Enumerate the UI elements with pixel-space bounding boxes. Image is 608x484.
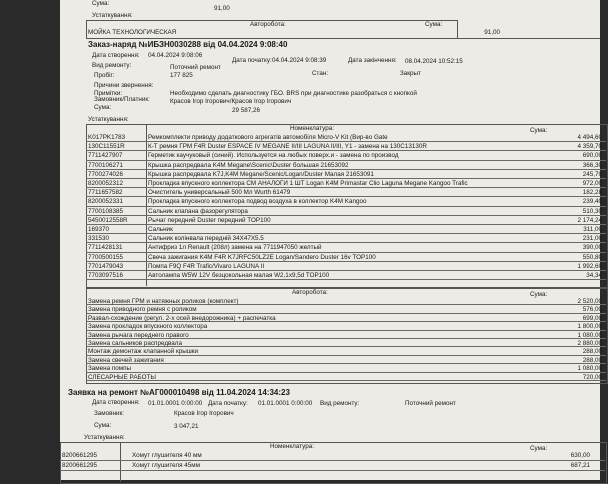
work-sum: 576,00	[582, 306, 602, 314]
order-customer-value: Красов Ігор Ігорович/Красов Ігор Ігорович	[170, 98, 292, 105]
part-code: 331530	[88, 235, 110, 243]
parts-row	[86, 243, 606, 252]
part-code: 130C11551R	[88, 143, 125, 151]
order-reason-label: Причини звернення:	[94, 82, 154, 89]
works-row	[86, 331, 606, 339]
part-name: Ремкомплекти приводу додаткового агрегатів автомобіля Micro-V Kit (Вир-во Gate	[148, 134, 388, 141]
request-sum-value: 3 047,21	[174, 423, 199, 430]
order-end-label: Дата закінчення:	[348, 57, 397, 64]
order-repair-value: Поточний ремонт	[170, 64, 221, 71]
works-row	[86, 322, 606, 330]
parts-row	[86, 197, 606, 206]
top-suma-label: Сума:	[92, 0, 110, 7]
part-name: Сальник колінвала передній 34X47X5.5	[148, 235, 264, 243]
work-sum: 1 080,00	[577, 331, 602, 339]
parts-row	[86, 262, 606, 271]
part-sum: 972,00	[582, 180, 602, 187]
request-col-name: Номенклатура:	[270, 443, 315, 450]
part-sum: 311,00	[583, 226, 602, 233]
works-row	[86, 347, 606, 355]
work-name: Замена помпы	[88, 365, 132, 373]
order-sum-value: 29 587,26	[232, 107, 261, 114]
request-customer-value: Красов Ігор Ігорович	[174, 410, 234, 417]
part-code: 8200052331	[88, 198, 124, 206]
document-page	[60, 0, 600, 480]
parts-section-label: Устаткування:	[88, 116, 129, 123]
top-wash-item: МОЙКА ТЕХНОЛОГИЧЕСКАЯ	[88, 29, 177, 36]
order-state-value: Закрыт	[400, 70, 421, 77]
part-name: Очиститель универсальный 500 Мл Wurth 61479	[148, 189, 291, 197]
order-created-value: 04.04.2024 9:08:06	[148, 52, 203, 59]
works-col-sum: Сума:	[530, 291, 548, 298]
request-sum: 687,21	[570, 462, 590, 469]
order-notes-label: Примітки:	[94, 90, 123, 97]
work-name: Замена свечей зажигания	[88, 356, 164, 364]
work-sum: 699,00	[582, 314, 602, 322]
part-code: 5450012558R	[88, 216, 128, 224]
parts-row	[86, 207, 606, 216]
order-mileage-value: 177 825	[170, 72, 193, 79]
works-row	[86, 339, 606, 347]
request-created-value: 01.01.0001 0:00:00	[148, 400, 203, 407]
part-sum: 4 359,70	[577, 143, 602, 151]
top-divider	[86, 38, 600, 39]
parts-row	[86, 234, 606, 243]
order-end-value: 08.04.2024 10:52:15	[405, 58, 463, 65]
parts-row	[86, 179, 606, 188]
part-code: 7700274026	[88, 170, 124, 178]
part-name: Свеча зажигания K4M F4R K7JRFC50LZ2E Logan/Sandero Duster 16v TOP100	[148, 253, 376, 261]
work-name: Монтаж демонтаж клапанной крышки	[88, 348, 199, 356]
request-repair-value: Поточний ремонт	[405, 400, 456, 407]
part-name: Крышка распредвала K4M Megane\Scenic\Duster большая 21653092	[148, 161, 349, 169]
parts-row	[86, 225, 606, 234]
part-name: Герметик каучуковый (синий). Используется на любых поверх.и - замена по производ	[148, 152, 399, 160]
request-row	[60, 451, 605, 461]
part-sum: 390,00	[582, 244, 602, 252]
parts-col-name: Номенклатура:	[290, 125, 335, 132]
part-name: К-Т ремня ГРМ F4R Duster ESPACE IV MEGANE II/III LAGUNA II/III, Y1 - замена на 130C13130R	[148, 143, 427, 151]
work-sum: 288,00	[582, 348, 602, 356]
work-name: СЛЕСАРНЫЕ РАБОТЫ	[88, 373, 156, 381]
request-section-label: Устаткування:	[84, 434, 125, 441]
works-row	[86, 364, 606, 372]
parts-col-sum: Сума:	[530, 127, 548, 134]
works-row	[86, 314, 606, 322]
part-name: Прокладка впускного коллектора подвод воздуха в коллектор K4M Kangoo	[148, 198, 367, 206]
request-sum: 630,00	[570, 452, 590, 459]
part-sum: 550,80	[582, 253, 602, 261]
request-code: 8200661295	[62, 452, 98, 459]
work-name: Замена ремня ГРМ и натяжных роликов (комплект)	[88, 298, 239, 305]
part-name: Крышка распредвала K7J,K4M Megane/Scenic/Logan/Duster Малая 21653091	[148, 170, 374, 178]
part-code: 7711657582	[88, 189, 123, 197]
part-code: 7700500155	[88, 253, 124, 261]
part-name: Антифриз 1л Renault (208л) замена на 7711947050 желтый	[148, 244, 322, 252]
request-title: Заявка на ремонт №АГ000010498 від 11.04.2024 14:34:23	[68, 388, 290, 397]
parts-row	[86, 271, 606, 280]
parts-row	[86, 216, 606, 225]
request-start-value: 01.01.0001 0:00:00	[258, 400, 313, 407]
top-section-label: Устаткування:	[92, 12, 133, 19]
request-name: Хомут глушителя 45мм	[132, 462, 200, 469]
order-start-value: 04.04.2024 9:08:39	[272, 57, 327, 64]
part-code: 8200052312	[88, 180, 124, 187]
parts-row	[86, 161, 606, 170]
order-title: Заказ-наряд №ИБЗН0030288 від 04.04.2024 9:08:40	[88, 40, 288, 49]
part-sum: 231,00	[582, 235, 602, 243]
top-wash-sum: 91,00	[484, 29, 500, 36]
top-col-autorobota: Авторобота:	[250, 21, 286, 28]
part-name: Помпа F9Q F4R Trafic/Vivaro LAGUNA II	[148, 262, 265, 270]
part-sum: 34,34	[586, 272, 602, 279]
part-name: Прокладка впускного коллектора СМ АНАЛОГИ 1 ШТ Logan K4M Primastar Clio Laguna Megane Kangoo Trafic	[148, 180, 468, 187]
works-row	[86, 305, 606, 313]
order-customer-label: Замовник/Платник:	[94, 96, 150, 103]
works-row	[86, 373, 606, 381]
works-row	[86, 356, 606, 364]
part-sum: 2 174,24	[577, 216, 602, 224]
request-col-sum: Сума:	[530, 445, 548, 452]
top-suma-value: 91,00	[214, 5, 230, 12]
order-notes-value: Необходимо сделать диагностику ГБО. BRS при диагностике разобраться с кнопкой	[170, 90, 417, 97]
order-sum-label: Сума:	[94, 104, 112, 111]
parts-row	[86, 142, 606, 151]
request-sum-label: Сума:	[94, 422, 112, 429]
parts-row	[86, 170, 606, 179]
work-sum: 720,00	[582, 373, 602, 381]
works-col-name: Авторобота:	[292, 289, 328, 296]
order-start-label: Дата початку:	[232, 57, 272, 64]
part-sum: 510,30	[582, 207, 602, 215]
part-code: 7701479043	[88, 262, 124, 270]
work-name: Замена сальников распредвала	[88, 340, 182, 347]
part-code: 169370	[88, 226, 110, 233]
part-code: K017PK1783	[88, 134, 126, 141]
part-code: 7711427907	[88, 152, 123, 160]
work-sum: 2 520,00	[577, 298, 602, 305]
order-created-label: Дата створення:	[92, 52, 140, 59]
parts-row	[86, 253, 606, 262]
part-sum: 245,70	[582, 170, 602, 178]
part-code: 7703097516	[88, 272, 124, 279]
part-name: Автолампа W5W 12V безцокольная малая W2,1x9,5d TOP100	[148, 272, 330, 279]
part-code: 7711428131	[88, 244, 123, 252]
part-name: Сальник	[148, 226, 173, 233]
parts-row	[86, 133, 606, 142]
request-code: 8200661295	[62, 462, 98, 469]
part-sum: 1 992,60	[577, 262, 602, 270]
request-created-label: Дата створення:	[92, 399, 140, 406]
part-sum: 182,28	[582, 189, 602, 197]
parts-row	[86, 188, 606, 197]
request-customer-label: Замовник:	[94, 410, 124, 417]
order-state-label: Стан:	[312, 70, 329, 77]
work-sum: 288,00	[582, 356, 602, 364]
request-repair-label: Вид ремонту:	[320, 400, 360, 407]
work-name: Замена приводного ремня с роликом	[88, 306, 197, 314]
part-sum: 4 494,60	[577, 134, 602, 141]
parts-row	[86, 151, 606, 160]
work-name: Замена прокладок впускного коллектора	[88, 323, 208, 331]
part-name: Рычаг передний Duster передний TOP100	[148, 216, 271, 224]
request-start-label: Дата початку:	[208, 400, 248, 407]
part-sum: 239,40	[582, 198, 602, 206]
works-row	[86, 297, 606, 305]
work-sum: 1 800,00	[577, 323, 602, 331]
top-col-suma: Сума:	[425, 21, 443, 28]
part-sum: 366,30	[582, 161, 602, 169]
work-sum: 2 880,00	[577, 340, 602, 347]
order-mileage-label: Пробіг:	[94, 72, 115, 79]
order-repair-label: Вид ремонту:	[92, 62, 132, 69]
request-row	[60, 461, 605, 471]
part-code: 7700108385	[88, 207, 124, 215]
work-name: Замена рычага переднего правого	[88, 331, 189, 339]
request-name: Хомут глушителя 40 мм	[132, 452, 202, 459]
work-sum: 1 080,00	[577, 365, 602, 373]
part-sum: 690,00	[582, 152, 602, 160]
part-name: Сальник клапана фазорегулятора	[148, 207, 248, 215]
work-name: Развал-схождение (регул. 2-х осей внедорожника) + распечатка	[88, 314, 276, 322]
part-code: 7700106271	[88, 161, 124, 169]
